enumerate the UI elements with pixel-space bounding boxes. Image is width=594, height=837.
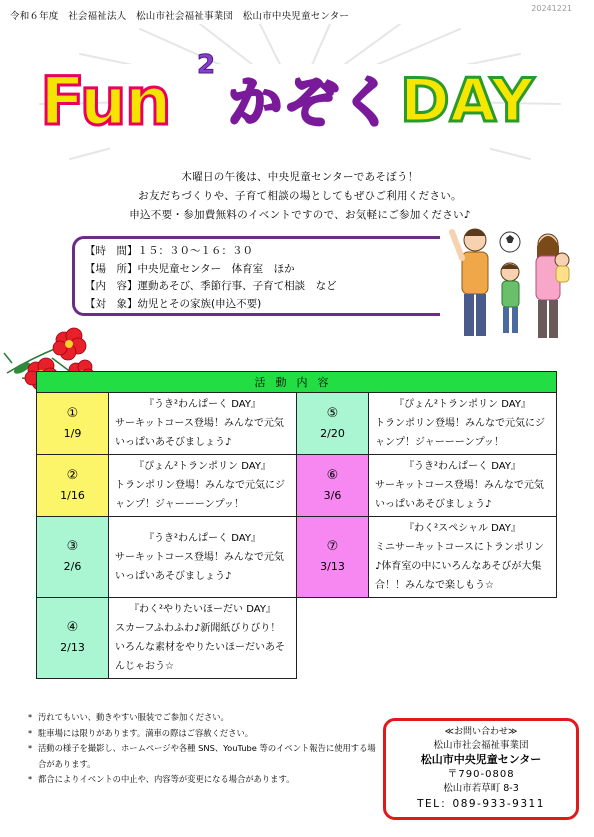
event-detail-5 xyxy=(369,393,557,455)
family-illustration xyxy=(440,218,580,348)
contact-address: 松山市若草町 8-3 xyxy=(443,783,519,794)
event-detail-7 xyxy=(369,517,557,598)
contact-org: 松山市社会福祉事業団 xyxy=(433,740,529,751)
intro-line-1: 木曜日の午後は、中央児童センターであそぼう！ xyxy=(181,171,419,183)
event-title: 『うき²わんぱーく DAY』 xyxy=(144,532,261,544)
event-body: スカーフふわふわ♪新聞紙びりびり！いろんな素材をやりたいほーだいあそんじゃおう☆ xyxy=(115,623,285,672)
note-item: * 汚れてもいい、動きやすい服装でご参加ください。 xyxy=(28,710,378,726)
event-title xyxy=(40,50,560,162)
intro-line-3: 申込不要・参加費無料のイベントですので、お気軽にご参加ください♪ xyxy=(129,209,471,221)
event-date-5 xyxy=(297,393,369,455)
title-superscript: 2 xyxy=(197,50,216,80)
event-number: ④ xyxy=(66,620,79,635)
info-place: 【場 所】中央児童センター 体育室 ほか xyxy=(85,262,295,275)
header-org-line: 令和６年度 社会福祉法人 松山市社会福祉事業団 松山市中央児童センター xyxy=(10,11,350,22)
contact-center: 松山市中央児童センター xyxy=(420,753,542,766)
event-title: 『ぴょん²トランポリン DAY』 xyxy=(134,461,271,472)
event-detail-4 xyxy=(109,598,297,679)
intro-line-2: お友だちづくりや、子育て相談の場としてもぜひご利用ください。 xyxy=(138,190,462,202)
event-detail-3 xyxy=(109,517,297,598)
info-content: 【内 容】運動あそび、季節行事、子育て相談 など xyxy=(85,280,337,292)
event-date: 3/6 xyxy=(323,488,342,502)
event-body: ミニサーキットコースにトランポリン♪体育室の中にいろんなあそびが大集合！！みんなで楽しもう☆ xyxy=(375,542,544,591)
event-title: 『うき²わんぱーく DAY』 xyxy=(404,461,521,472)
event-number: ③ xyxy=(66,539,79,554)
event-detail-2 xyxy=(109,455,297,517)
event-body: サーキットコース登場！みんなで元気いっぱいあそびましょう♪ xyxy=(115,418,284,448)
event-date-1 xyxy=(37,393,109,455)
event-date: 2/6 xyxy=(63,560,82,573)
intro-text xyxy=(90,168,510,225)
note-item: * 都合によりイベントの中止や、内容等が変更になる場合があります。 xyxy=(28,772,378,788)
event-number: ⑥ xyxy=(326,467,339,483)
event-body: トランポリン登場！みんなで元気にジャンプ！ジャーーーンプッ！ xyxy=(115,480,285,510)
schedule-table xyxy=(36,371,557,679)
contact-postal: 〒790-0808 xyxy=(447,769,515,780)
event-date-2 xyxy=(37,455,109,517)
event-title: 『わく²やりたいほーだい DAY』 xyxy=(129,604,276,615)
event-title: 『うき²わんぱーく DAY』 xyxy=(144,399,261,410)
info-target: 【対 象】幼児とその家族(申込不要) xyxy=(85,297,262,310)
event-detail-6 xyxy=(369,455,557,517)
empty-cell xyxy=(297,598,557,679)
event-title: 『わく²スペシャル DAY』 xyxy=(404,523,521,534)
title-fun: Fun xyxy=(40,63,170,140)
event-number: ⑤ xyxy=(326,405,339,421)
title-day: DAY xyxy=(400,66,534,136)
notes-list xyxy=(28,710,378,788)
schedule-heading: 活動内容 xyxy=(37,372,557,393)
event-info-box xyxy=(72,236,440,316)
event-number: ⑦ xyxy=(326,539,339,554)
event-title: 『ぴょん²トランポリン DAY』 xyxy=(394,399,531,410)
event-date-7 xyxy=(297,517,369,598)
event-date: 3/13 xyxy=(320,560,345,573)
event-number: ② xyxy=(66,467,79,483)
note-item: * 駐車場には限りがあります。満車の際はご容赦ください。 xyxy=(28,726,378,742)
note-item: * 活動の様子を撮影し、ホームページや各種 SNS、YouTube 等のイベント報告に使用する場合があります。 xyxy=(28,741,378,772)
event-date-3 xyxy=(37,517,109,598)
info-time: 【時 間】１５：３０～１６：３０ xyxy=(85,245,253,257)
event-body: トランポリン登場！みんなで元気にジャンプ！ジャーーーンプッ！ xyxy=(375,418,545,448)
event-number: ① xyxy=(66,405,79,421)
contact-heading: ≪お問い合わせ≫ xyxy=(444,727,518,737)
event-date-4 xyxy=(37,598,109,679)
contact-box xyxy=(383,718,579,820)
event-date: 1/16 xyxy=(60,488,85,502)
event-date: 1/9 xyxy=(63,426,82,440)
document-code: 20241221 xyxy=(531,4,572,13)
event-body: サーキットコース登場！みんなで元気いっぱいあそびましょう♪ xyxy=(115,551,284,582)
contact-tel: TEL：089-933-9311 xyxy=(417,798,545,810)
event-date: 2/13 xyxy=(60,641,85,654)
event-body: サーキットコース登場！みんなで元気いっぱいあそびましょう♪ xyxy=(375,480,544,510)
event-detail-1 xyxy=(109,393,297,455)
title-kazoku: かぞく xyxy=(228,71,396,134)
event-date: 2/20 xyxy=(320,426,345,440)
event-date-6 xyxy=(297,455,369,517)
